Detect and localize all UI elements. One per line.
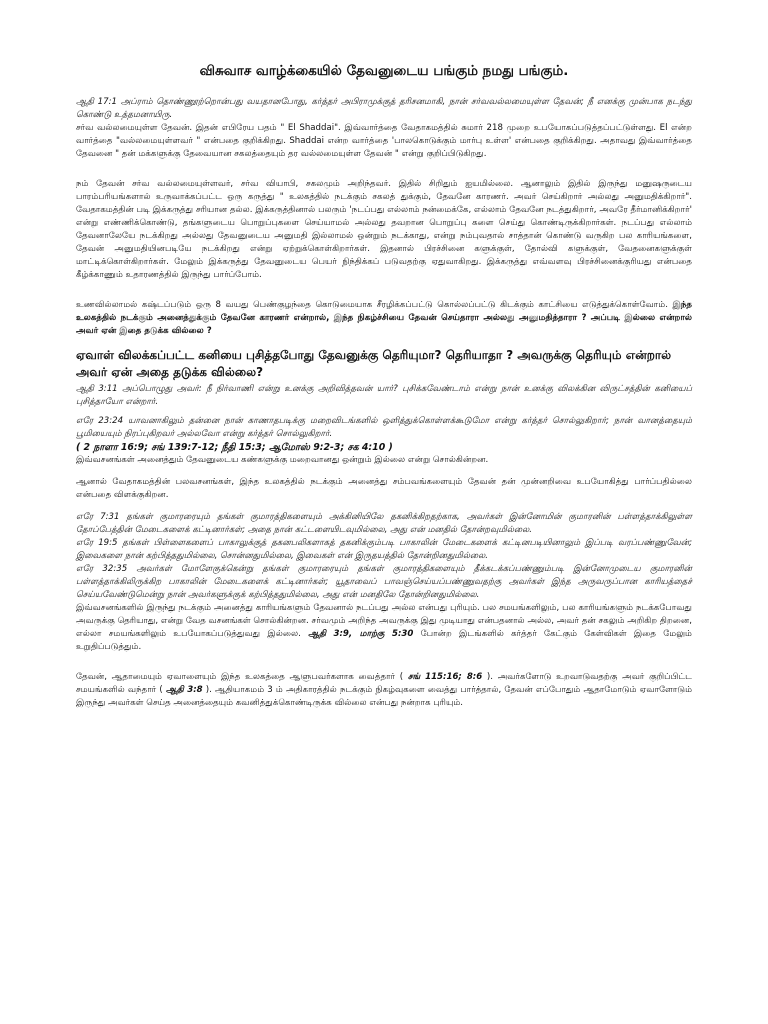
paragraph-a: ஆனால் வேதாகமத்தின் பலவசனங்கள், இந்த உலகத்தில் நடக்கும் அனைத்து சம்பவங்களையும் தேவன் தன் முன்னறிவை உபயோகித்து பார்ப்பதில்லை என்பதை விளக்குகிறன. bbox=[76, 477, 692, 500]
reference-list: ( 2 நாளா 16:9; சங் 139:7-12; நீதி 15:3; ஆமோஸ் 9:2-3; சக 4:10 ) bbox=[76, 442, 393, 453]
verse-jer-19-5: எரே 19:5 தங்கள் பிள்ளைகளைப் பாகாலுக்குத் தகனபலிகளாகத் தகனிக்கும்படி பாகாலின் மேடைகளைக் கட்டினபடியினாலும் இப்படி வரப்பண்ணுவேன்; இவைகளை நான் கற்பித்ததுமில்லை, சொன்னதுமில்லை, இவைகள் என் இருதயத்தில் தோன்றினதுமில்லை. bbox=[76, 538, 692, 561]
paragraph-2: நம் தேவன் சர்வ வல்லமையுள்ளவர், சர்வ வியாபி, சகலமும் அறிந்தவர். இதில் சிறிதும் ஐயமில்லை. ஆனாலும் இதில் இருந்து மனுஷருடைய பாரம்பரியங்களால் உருவாக்கப்பட்ட ஒரு கருத்து " உலகத்தில் நடக்கும் சகலத் துக்கும், தேவனே காரணர். அவர் செய்கிறார் அல்லது அனுமதிக்கிறார்". வேதாகமத்தின் படி இக்கருத்து சரியான தல்ல. இக்கருத்தினால் பலரும் 'நடப்பது எல்லாம் நன்மைக்கே, எல்லாம் தேவனே நடத்துகிறார், அவரே தீர்மானிக்கிறார்' என்று எண்ணிக்கொண்டு, தங்களுடைய பொறுப்புகளை செய்யாமல் அல்லது தவறான பொறுப்பு களை செய்து கொண்டிருக்கிறார்கள். நடப்பது எல்லாம் தேவனாலேயே நடக்கிறது அல்லது தேவனுடைய அனுமதி இல்லாமல் ஒன்றும் நடக்காது, என்று நம்புவதால் சாத்தான் கொண்டு வருகிற பல காரியங்களை, தேவன் அனுமதியினபடியே நடக்கிறது என்று ஏற்றுக்கொள்கிறார்கள். இதனால் பிரச்சினை களுக்குள், தோல்வி களுக்குள், வேதனைகளுக்குள் மாட்டிக்கொள்கிறார்கள். மேலும் இக்கருத்து தேவனுடைய பெயர் நிந்திக்கப் படுவதற்கு ஏதுவாகிறது. இக்கருத்து எவ்வளவு பிரச்சினைக்குரியது என்பதை கீழ்க்காணும் உதாரணத்தில் இருந்து பார்ப்போம். bbox=[76, 179, 692, 280]
section-heading: ஏவாள் விலக்கப்பட்ட கனியை புசித்தபோது தேவனுக்கு தெரியுமா? தெரியாதா ? அவருக்கு தெரியும் என்றால் அவர் ஏன் அதை தடுக்க வில்லை? bbox=[76, 348, 672, 379]
intro-block bbox=[76, 96, 692, 161]
document-page bbox=[76, 62, 692, 719]
verses-block-1 bbox=[76, 383, 692, 467]
verse-gen-17-1: ஆதி 17:1 அப்ராம் தொண்ணூற்றொன்பது வயதானபோது, கர்த்தர் அபிராமுக்குத் தரிசனமாகி, நான் சர்வவல்லமையுள்ள தேவன்; நீ எனக்கு முன்பாக நடந்து கொண்டு உத்தமனாயிரு. bbox=[76, 97, 692, 120]
paragraph-3-bold: இந்த உலகத்தில் நடக்கும் அனைத்துக்கும் தேவனே காரணர் என்றால், இந்த நிகழ்ச்சியை தேவன் செய்தாரா அல்லது அனுமதித்தாரா ? அப்படி இல்லை என்றால் அவர் ஏன் இதை தடுக்க வில்லை ? bbox=[76, 300, 692, 336]
final-ref-2: ஆதி 3:8 bbox=[165, 685, 203, 695]
paragraph-3 bbox=[76, 299, 692, 338]
verse-jer-32-35: எரே 32:35 அவர்கள் மோளேகுக்கென்று தங்கள் குமாரரையும் தங்கள் குமாரத்திகளையும் தீக்கடக்கப்பண்ணும்படி இன்னோமுடைய குமாரனின் பள்ளத்தாக்கிலிருக்கிற பாகாலின் மேடைகளைக் கட்டினார்கள்; யூதாவைப் பாவஞ்செய்யப்பண்ணுவதற்கு அவர்கள் இந்த அருவருப்பான காரியத்தைச் செய்யவேண்டுமென்று நான் அவர்களுக்குக் கற்பித்ததுமில்லை, அது என் மனதிலே தோன்றினதுமில்லை. bbox=[76, 564, 692, 600]
paragraph-3-plain: உணவில்லாமல் கஷ்டப்படும் ஒரு 8 வயது பெண்குழந்தை கொடுமையாக சீரழிக்கப்பட்டு கொல்லப்பட்டு கிடக்கும் காட்சியை எடுத்துக்கொள்வோம். bbox=[76, 300, 673, 310]
final-paragraph: தேவன், ஆதாமையும் ஏவாளையும் இந்த உலகத்தை ஆளுபவர்களாக வைத்தார் ( சங் 115:16; 8:6 ). அவர்களோடு உறவாடுவதற்கு அவர் குறிப்பிட்ட சமயங்களில் வந்தார் ( ஆதி 3:8 ). ஆதியாகமம் 3 ம் அதிகாரத்தில் நடக்கும் நிகழ்வுகளை வைத்து பார்த்தால், தேவன் எப்போதும் ஆதாமோடும் ஏவாளோடும் இருந்து அவர்கள் செய்த அனைத்தையும் கவனித்துக்கொண்டிருக்க வில்லை என்பது நன்றாக புரியும். bbox=[76, 672, 693, 708]
page-title: விசுவாச வாழ்க்கையில் தேவனுடைய பங்கும் நமது பங்கும். bbox=[199, 63, 569, 79]
after-refs-text: இவ்வசனங்கள் அனைத்தும் தேவனுடைய கண்களுக்கு மறைவானது ஒன்றும் இல்லை என்று சொல்கின்றன. bbox=[76, 455, 489, 465]
paragraph-b-refs: ஆதி 3:9, மாற்கு 5:30 bbox=[308, 629, 414, 639]
final-ref-1: சங் 115:16; 8:6 bbox=[407, 672, 483, 682]
verse-jer-23-24: எரே 23:24 யாவனாகிலும் தன்னை நான் காணாதபடிக்கு மறைவிடங்களில் ஒளித்துக்கொள்ளக்கூடுமோ என்று கர்த்தர் சொல்லுகிறார்; நான் வானத்தையும் பூமியையும் நிரப்புகிறவர் அல்லவோ என்று கர்த்தர் சொல்லுகிறார். bbox=[76, 416, 692, 439]
paragraph-b: இவ்வசனங்களில் இருந்து நடக்கும் அனைத்து காரியங்களும் தேவனால் நடப்பது அல்ல என்பது புரியும். பல சமயங்களிலும், பல காரியங்களும் நடக்கபோவது அவருக்கு தெரியாது, என்று வேத வசனங்கள் சொல்கின்றன. சர்வமும் அறிந்த அவருக்கு இது முடியாது என்பதனால் அல்ல, அவர் தன் சகலும் அறிகிற திறனை, எல்லா சமயங்களிலும் உபயோகப்படுத்துவது இல்லை. ஆதி 3:9, மாற்கு 5:30 போன்ற இடங்களில் கர்த்தர் கேட்கும் கேள்விகள் இதை மேலும் உறுதிப்படுத்தும். bbox=[76, 603, 692, 652]
verses-block-2 bbox=[76, 511, 692, 654]
verse-jer-7-31: எரே 7:31 தங்கள் குமாரரையும் தங்கள் குமாரத்திகளையும் அக்கினியிலே தகனிக்கிறதற்காக, அவர்கள் இன்னோமின் குமாரனின் பள்ளத்தாக்கிலுள்ள தோப்பேத்தின் மேடைகளைக் கட்டினார்கள்; அதை நான் கட்டளையிடவுமில்லை, அது என் மனதில் தோன்றவுமில்லை. bbox=[76, 512, 692, 535]
intro-text: சர்வ வல்லமையுள்ள தேவன். இதன் எபிரேய பதம் " El Shaddai". இவ்வார்த்தை வேதாகமத்தில் சுமார் 218 முறை உபயோகப்படுத்தப்பட்டுள்ளது. El என்ற வார்த்தை "வல்லமையுள்ளவர் " என்பதை குறிக்கிறது. Shaddai என்ற வார்த்தை 'பாலகொடுக்கும் மார்பு உள்ள' என்பதை குறிக்கிறது. அதாவது இவ்வார்த்தை தேவனை " தன் மக்களுக்கு தேவையான சகலத்தையும் தர வல்லமையுள்ள தேவன் " என்று குறிப்பிடுகிறது. bbox=[76, 123, 692, 159]
verse-gen-3-11: ஆதி 3:11 அப்பொழுது அவர்: நீ நிர்வாணி என்று உனக்கு அறிவித்தவன் யார்? புசிக்கவேண்டாம் என்று நான் உனக்கு விலக்கின விருட்சத்தின் கனியைப் புசித்தாயோ என்றார். bbox=[76, 384, 692, 407]
